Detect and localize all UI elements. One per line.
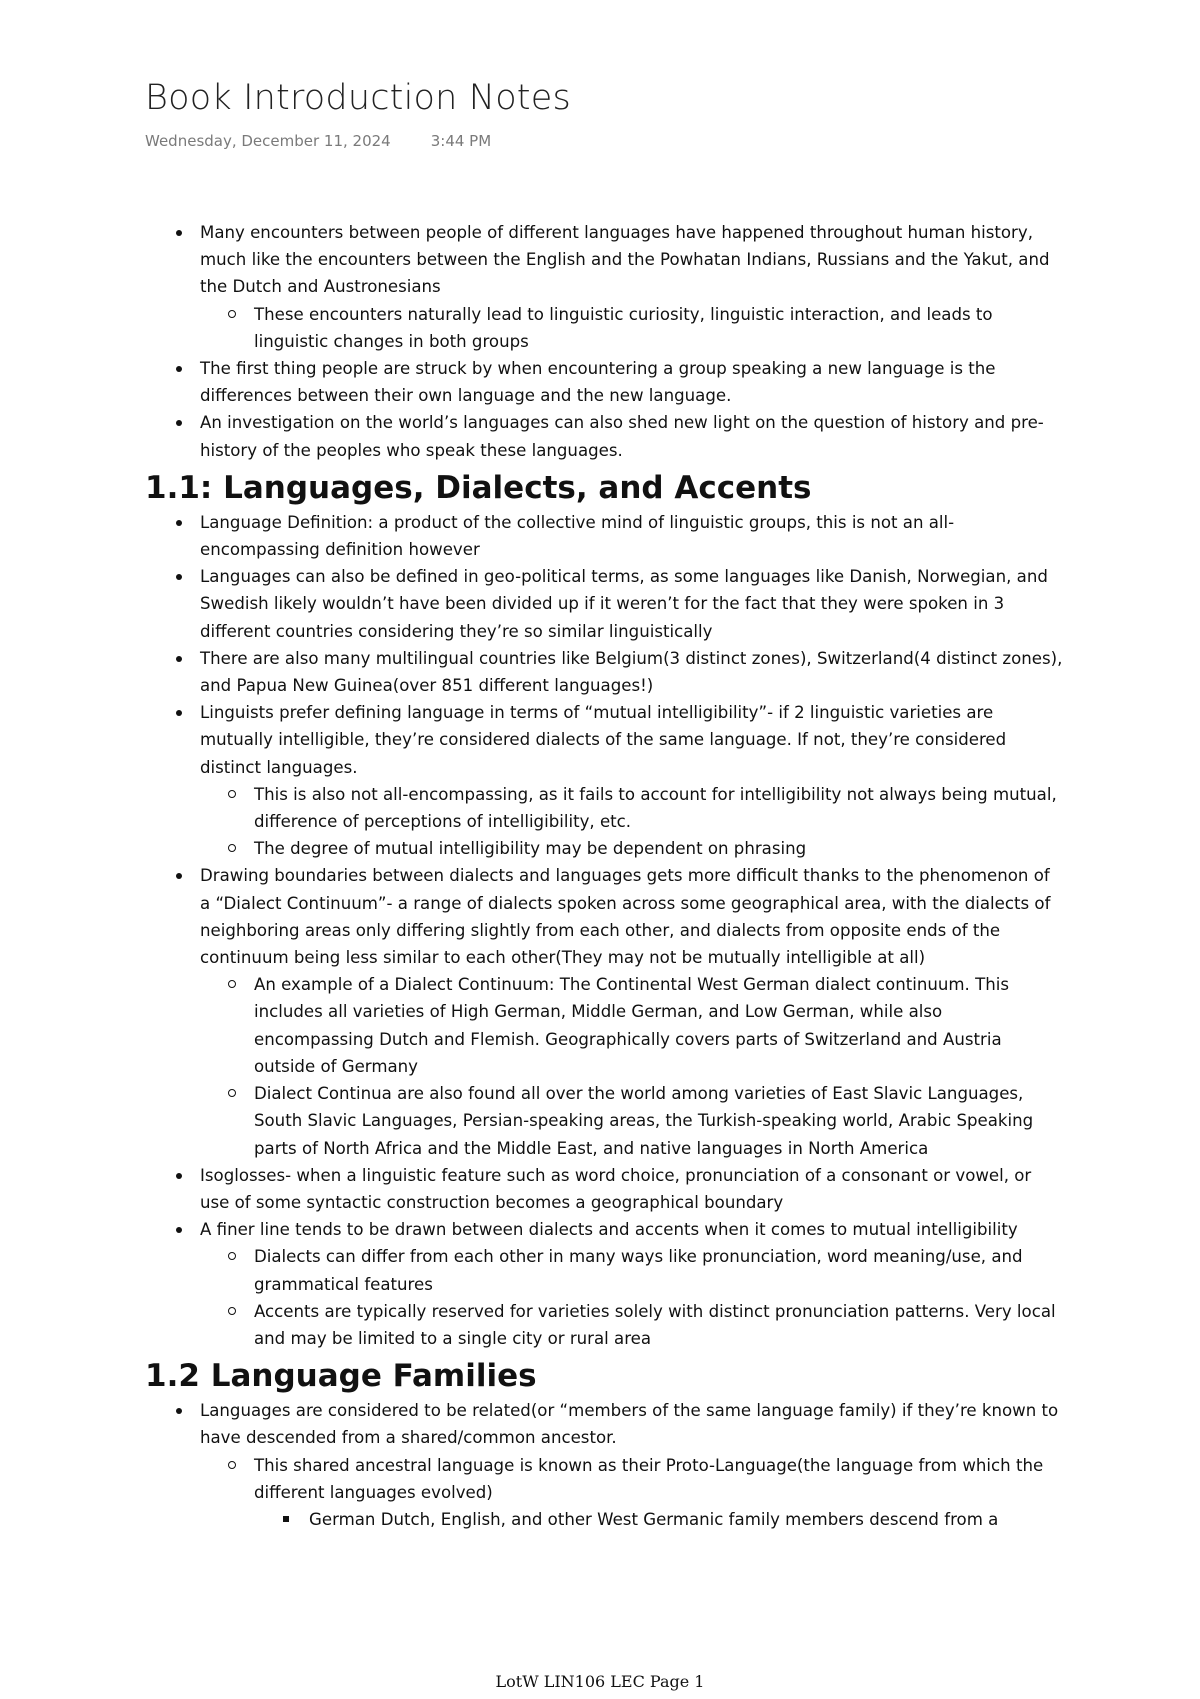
sub-bullet-item: This is also not all-encompassing, as it fails to account for intelligibility not always being mutual, difference of perceptions of intelligibility, etc. <box>145 781 1065 835</box>
sub-bullet-item: Dialect Continua are also found all over the world among varieties of East Slavic Languages, South Slavic Languages, Persian-speaking areas, the Turkish-speaking world, Arabic Speaking parts of North Africa and the Middle East, and native languages in North America <box>145 1080 1065 1162</box>
sub-bullet-item: Dialects can differ from each other in many ways like pronunciation, word meaning/use, and grammatical features <box>145 1243 1065 1297</box>
bullet-item: Drawing boundaries between dialects and languages gets more difficult thanks to the phenomenon of a “Dialect Continuum”- a range of dialects spoken across some geographical area, with the dialects of neighboring areas only differing slightly from each other, and dialects from opposite ends of the continuum being less similar to each other(They may not be mutually intelligible at all) <box>145 862 1065 971</box>
sub-sub-bullet-item: German Dutch, English, and other West Germanic family members descend from a <box>145 1506 1065 1533</box>
bullet-item: There are also many multilingual countries like Belgium(3 distinct zones), Switzerland(4 distinct zones), and Papua New Guinea(over 851 different languages!) <box>145 645 1065 699</box>
sub-bullet-item: An example of a Dialect Continuum: The Continental West German dialect continuum. This includes all varieties of High German, Middle German, and Low German, while also encompassing Dutch and Flemish. Geographically covers parts of Switzerland and Austria outside of Germany <box>145 971 1065 1080</box>
sub-bullet-item: The degree of mutual intelligibility may be dependent on phrasing <box>145 835 1065 862</box>
note-date: Wednesday, December 11, 2024 <box>145 132 391 150</box>
note-body <box>145 219 1065 1533</box>
section-heading: 1.1: Languages, Dialects, and Accents <box>145 469 812 506</box>
bullet-item: An investigation on the world’s languages can also shed new light on the question of history and pre-history of the peoples who speak these languages. <box>145 409 1065 463</box>
bullet-item: Isoglosses- when a linguistic feature such as word choice, pronunciation of a consonant or vowel, or use of some syntactic construction becomes a geographical boundary <box>145 1162 1065 1216</box>
sub-bullet-item: This shared ancestral language is known as their Proto-Language(the language from which the different languages evolved) <box>145 1452 1065 1506</box>
bullet-item: Languages can also be defined in geo-political terms, as some languages like Danish, Norwegian, and Swedish likely wouldn’t have been divided up if it weren’t for the fact that they were spoken in 3 different countries considering they’re so similar linguistically <box>145 563 1065 645</box>
section-heading: 1.2 Language Families <box>145 1358 537 1395</box>
note-metadata <box>145 132 491 150</box>
bullet-item: Many encounters between people of different languages have happened throughout human history, much like the encounters between the English and the Powhatan Indians, Russians and the Yakut, and the Dutch and Austronesians <box>145 219 1065 301</box>
bullet-item: The first thing people are struck by when encountering a group speaking a new language is the differences between their own language and the new language. <box>145 355 1065 409</box>
bullet-item: Languages are considered to be related(or “members of the same language family) if they’re known to have descended from a shared/common ancestor. <box>145 1397 1065 1451</box>
bullet-item: Language Definition: a product of the collective mind of linguistic groups, this is not an all-encompassing definition however <box>145 509 1065 563</box>
bullet-item: A finer line tends to be drawn between dialects and accents when it comes to mutual intelligibility <box>145 1216 1065 1243</box>
page-footer: LotW LIN106 LEC Page 1 <box>495 1672 705 1691</box>
page-title: Book Introduction Notes <box>145 78 571 118</box>
bullet-item: Linguists prefer defining language in terms of “mutual intelligibility”- if 2 linguistic varieties are mutually intelligible, they’re considered dialects of the same language. If not, they’re considered distinct languages. <box>145 699 1065 781</box>
note-time: 3:44 PM <box>430 132 492 150</box>
sub-bullet-item: Accents are typically reserved for varieties solely with distinct pronunciation patterns. Very local and may be limited to a single city or rural area <box>145 1298 1065 1352</box>
sub-bullet-item: These encounters naturally lead to linguistic curiosity, linguistic interaction, and leads to linguistic changes in both groups <box>145 301 1065 355</box>
